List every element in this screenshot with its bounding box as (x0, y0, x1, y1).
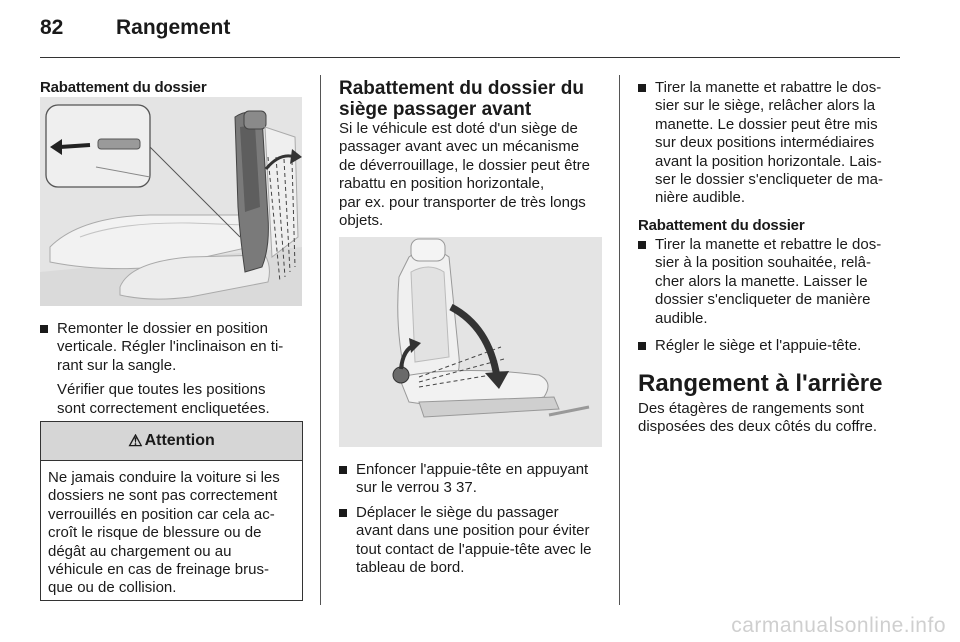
bullet-line (356, 479, 614, 497)
col1-bullets (40, 320, 302, 418)
col3-bullets-bottom (638, 236, 906, 355)
section-line: disposées des deux côtés du coffre. (638, 418, 878, 436)
bullet-line: sur deux positions intermédiaires (655, 134, 875, 152)
bullet-square-icon (40, 325, 48, 333)
list-item (638, 337, 906, 355)
bullet-square-icon (638, 241, 646, 249)
attention-line: croît le risque de blessure ou de (48, 524, 262, 542)
intro-line: par ex. pour transporter de très longs (339, 193, 586, 211)
bullet-square-icon (638, 342, 646, 350)
bullet-line: sier sur le siège, relâcher alors la (655, 97, 876, 115)
header-rule (40, 57, 900, 58)
bullet-line: verticale. Régler l'inclinaison en ti- (57, 338, 284, 356)
list-item (339, 504, 614, 578)
front-seat-intro (339, 120, 614, 230)
col2-bullets (339, 461, 614, 577)
bullet-line: avant dans une position pour éviter (356, 522, 590, 540)
attention-line: dégât au chargement ou au (48, 542, 232, 560)
list-item (339, 461, 614, 498)
subheading-rabattement-2: Rabattement du dossier (638, 217, 805, 234)
front-passenger-seat-folding-illustration-icon (339, 237, 602, 447)
list-item (638, 79, 906, 208)
intro-line: de déverrouillage, le dossier peut être (339, 156, 590, 174)
bullet-line: tout contact de l'appuie-tête avec le (356, 540, 592, 558)
bullet-line: Enfoncer l'appuie-tête en appuyant (356, 461, 589, 478)
front-seat-figure (339, 237, 602, 447)
attention-title: Attention (144, 432, 215, 449)
section-paragraph (638, 400, 906, 437)
bullet-line: ser le dossier s'encliqueter de ma- (655, 171, 883, 189)
note-paragraph (40, 381, 302, 418)
bullet-line: rant sur la sangle. (57, 356, 177, 374)
column-divider-right (619, 75, 620, 605)
heading-line: siège passager avant (339, 99, 532, 120)
warning-triangle-icon: ⚠ (128, 433, 143, 450)
bullet-line: cher alors la manette. Laisser le (655, 272, 868, 290)
intro-line: rabattu en position horizontale, (339, 175, 545, 193)
subheading-rabattement: Rabattement du dossier (40, 79, 207, 96)
bullet-line: avant la position horizontale. Lais- (655, 152, 882, 170)
rear-seat-folding-illustration-icon (40, 97, 302, 306)
attention-line: verrouillés en position car cela ac- (48, 505, 275, 523)
attention-box (40, 421, 303, 601)
watermark-text: carmanualsonline.info (731, 614, 946, 637)
bullet-line: dossier s'encliqueter de manière (655, 291, 871, 309)
bullet-line: sier à la position souhaitée, relâ- (655, 254, 871, 272)
intro-line: objets. (339, 212, 384, 230)
list-item (638, 236, 906, 328)
bullet-line: Tirer la manette et rebattre le dos- (655, 236, 882, 253)
bullet-line: Régler le siège et l'appuie-tête. (655, 337, 862, 355)
bullet-line: Remonter le dossier en position (57, 320, 268, 337)
intro-line: Si le véhicule est doté d'un siège de (339, 120, 578, 137)
attention-body (41, 461, 302, 606)
bullet-line: manette. Le dossier peut être mis (655, 115, 878, 133)
attention-line: Ne jamais conduire la voiture si les (48, 469, 280, 486)
bullet-line: nière audible. (655, 189, 746, 207)
chapter-title: Rangement (116, 16, 231, 39)
bullet-square-icon (638, 84, 646, 92)
page-number: 82 (40, 16, 64, 39)
page-reference-link[interactable]: 3 37. (443, 479, 477, 497)
list-item (40, 320, 302, 375)
attention-line: véhicule en cas de freinage brus- (48, 561, 269, 579)
bullet-square-icon (339, 509, 347, 517)
column-divider-left (320, 75, 321, 605)
bullet-line: Tirer la manette et rabattre le dos- (655, 79, 882, 96)
bullet-line: Déplacer le siège du passager (356, 503, 559, 521)
intro-line: passager avant avec un mécanisme (339, 138, 580, 156)
front-seat-heading (339, 78, 609, 120)
bullet-line: tableau de bord. (356, 559, 465, 577)
bullet-line: audible. (655, 309, 708, 327)
rear-seat-figure (40, 97, 302, 306)
bullet-square-icon (339, 466, 347, 474)
note-line: Vérifier que toutes les positions (57, 381, 266, 399)
attention-line: que ou de collision. (48, 579, 177, 597)
section-line: Des étagères de rangements sont (638, 400, 864, 417)
note-line: sont correctement encliquetées. (57, 399, 270, 417)
section-heading-rangement-arriere: Rangement à l'arrière (638, 370, 883, 397)
attention-line: dossiers ne sont pas correctement (48, 487, 278, 505)
bullet-line-text: sur le verrou (356, 479, 440, 497)
attention-header (41, 422, 302, 461)
col3-bullets-top (638, 79, 906, 208)
heading-line: Rabattement du dossier du (339, 78, 584, 99)
